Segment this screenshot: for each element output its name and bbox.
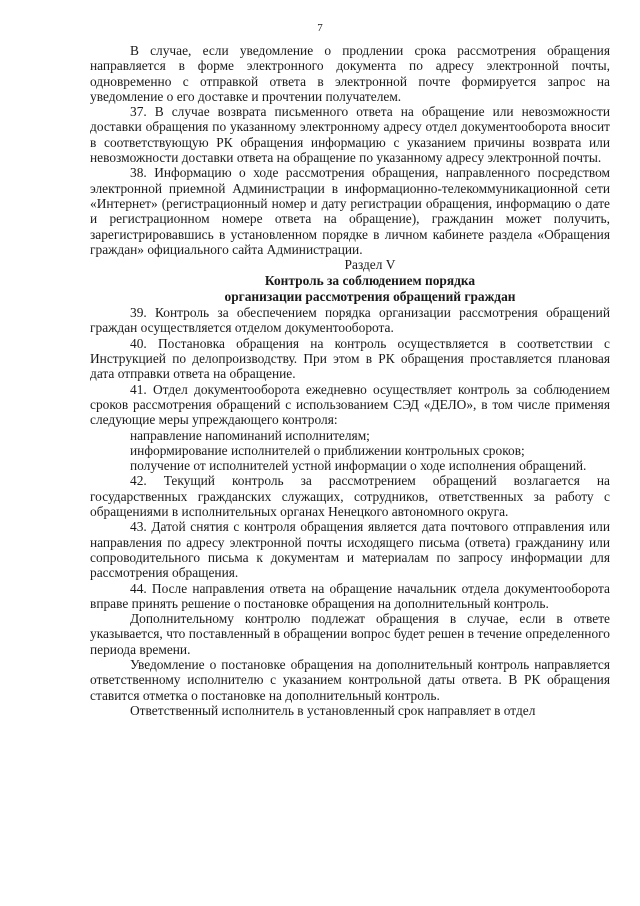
- paragraph-37: 37. В случае возврата письменного ответа на обращение или невозможности доставки обращения по указанному электронному адресу отдел документооборота вносит в соответствующую РК обращения информацию с указанием причины возврата или невозможности доставки ответа на обращение по указанному адресу электронной почты.: [90, 104, 610, 166]
- page-number: 7: [317, 22, 323, 34]
- paragraph-notification-control: Уведомление о постановке обращения на дополнительный контроль направляется ответственному исполнителю с указанием контрольной даты ответа. В РК обращения ставится отметка о постановке на дополнительный контроль.: [90, 656, 610, 703]
- paragraph-42: 42. Текущий контроль за рассмотрением обращений возлагается на государственных гражданских служащих, сотрудников, ответственных за работу с обращениями в исполнительных органах Ненецкого автономного округа.: [90, 473, 610, 520]
- paragraph-additional-control: Дополнительному контролю подлежат обращения в случае, если в ответе указывается, что поставленный в обращении вопрос будет решен в течение определенного периода времени.: [90, 611, 610, 657]
- paragraph-44: 44. После направления ответа на обращение начальник отдела документооборота вправе принять решение о постановке обращения на дополнительный контроль.: [90, 580, 610, 611]
- paragraph-41: 41. Отдел документооборота ежедневно осуществляет контроль за соблюдением сроков рассмотрения обращений с использованием СЭД «ДЕЛО», в том числе применяя следующие меры упреждающего контроля:: [90, 381, 610, 428]
- paragraph-39: 39. Контроль за обеспечением порядка организации рассмотрения обращений граждан осуществляется отделом документооборота.: [90, 305, 610, 336]
- section-title-line-2: организации рассмотрения обращений граждан: [224, 289, 516, 305]
- list-item: информирование исполнителей о приближении контрольных сроков;: [130, 442, 525, 458]
- paragraph-notification: В случае, если уведомление о продлении срока рассмотрения обращения направляется в форме электронного документа по адресу электронной почты, одновременно с отправкой ответа в электронной почте формируется запрос на уведомление о его доставке и прочтении получателем.: [90, 43, 610, 104]
- paragraph-40: 40. Постановка обращения на контроль осуществляется в соответствии с Инструкцией по делопроизводству. При этом в РК обращения проставляется плановая дата отправки ответа на обращение.: [90, 335, 610, 382]
- section-title-line-1: Контроль за соблюдением порядка: [264, 273, 476, 289]
- section-heading: [90, 257, 610, 305]
- paragraph-38: 38. Информацию о ходе рассмотрения обращения, направленного посредством электронной приемной Администрации в информационно-телекоммуникационной сети «Интернет» (регистрационный номер и дату регистрации обращения, информацию о дате и регистрационном номере ответа на обращение), гражданин может получить, зарегистрировавшись в установленном порядке в личном кабинете раздела «Обращения граждан» официального сайта Администрации.: [90, 165, 610, 257]
- paragraph-responsible-executor: Ответственный исполнитель в установленный срок направляет в отдел: [130, 702, 536, 718]
- paragraph-43: 43. Датой снятия с контроля обращения является дата почтового отправления или направления по адресу электронной почты исходящего письма (ответа) гражданину или сопроводительного письма к документам и материалам по запросу информации для рассмотрения обращения.: [90, 519, 610, 581]
- document-body: [90, 43, 610, 718]
- section-number: Раздел V: [344, 257, 396, 273]
- list-item: получение от исполнителей устной информации о ходе исполнения обращений.: [130, 458, 587, 474]
- list-item: направление напоминаний исполнителям;: [130, 427, 370, 443]
